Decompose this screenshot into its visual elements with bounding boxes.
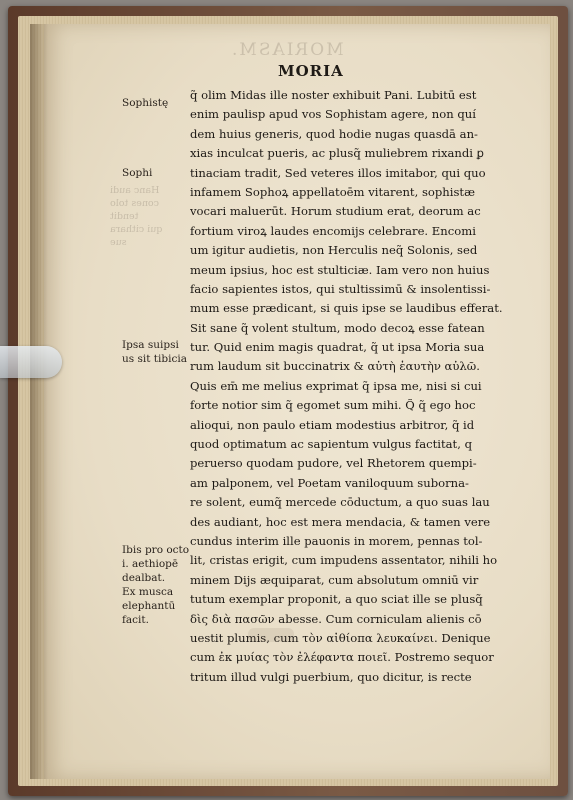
text-line: rum laudum sit buccinatrix & αὐτὴ ἑαυτὴν αὐλῶ. bbox=[190, 359, 480, 374]
text-line: uestit plumis, cum τὸν αἰθίοπα λευκαίνει. Denique bbox=[190, 630, 491, 645]
text-line: tritum illud vulgi puerbium, quo dicitur, is recte bbox=[190, 669, 472, 684]
margin-note: Ipsa suipsi bbox=[122, 339, 179, 351]
page-title: MORIA bbox=[278, 62, 344, 80]
text-line: meum ipsius, hoc est stulticiæ. Iam vero non huius bbox=[190, 262, 490, 277]
margin-note: i. aethiopē bbox=[122, 558, 179, 570]
spine-shadow bbox=[30, 24, 48, 779]
margin-note: us sit tibicia bbox=[122, 353, 187, 365]
show-through-note: tendit bbox=[110, 211, 139, 222]
body-text bbox=[190, 86, 515, 687]
text-line: um igitur audietis, non Herculis neq̃ Solonis, sed bbox=[190, 243, 478, 258]
text-line: infamem Sophoꝝ appellatoēm vitarent, sophistæ bbox=[190, 184, 475, 199]
text-line: q̃ olim Midas ille noster exhibuit Pani. Lubitū est bbox=[190, 88, 477, 102]
show-through-note: Hanc audi bbox=[110, 185, 160, 196]
text-line: dem huius generis, quod hodie nugas quasdā an- bbox=[190, 126, 478, 141]
text-line: lit, cristas erigit, cum impudens assentator, nihili ho bbox=[190, 553, 498, 568]
text-line: alioqui, non paulo etiam modestius arbitror, q̃ id bbox=[190, 417, 475, 432]
text-line: enim paulisp apud vos Sophistam agere, non quí bbox=[190, 107, 476, 122]
margin-note: facit. bbox=[122, 614, 149, 626]
text-line: forte notior sim q̃ egomet sum mihi. Q̃ q̃ ego hoc bbox=[190, 398, 476, 413]
text-line: re solent, eumq̃ mercede cōductum, a quo suas lau bbox=[190, 495, 490, 510]
page-clip bbox=[0, 346, 62, 378]
text-line: xias inculcat pueris, ac plusq̃ muliebrem rixandi ꝑ bbox=[190, 146, 485, 161]
text-line: tinaciam tradit, Sed veteres illos imitabor, qui quo bbox=[190, 165, 486, 180]
show-through-note: sue bbox=[110, 237, 127, 248]
text-line: fortium viroꝝ laudes encomijs celebrare. Encomi bbox=[190, 223, 476, 238]
show-through-title: MORIASM. bbox=[230, 40, 344, 60]
margin-note: dealbat. bbox=[122, 572, 166, 584]
text-line: tutum exemplar proponit, a quo sciat ille se plusq̃ bbox=[190, 592, 483, 607]
text-line: des audiant, hoc est mera mendacia, & tamen vere bbox=[190, 514, 491, 529]
margin-note: elephantū bbox=[122, 600, 176, 612]
text-line: Sit sane q̃ volent stultum, modo decoꝝ esse fatean bbox=[190, 320, 485, 335]
text-line: minem Dijs æquiparat, cum absolutum omniū vir bbox=[190, 572, 479, 587]
margin-note: Ex musca bbox=[122, 586, 174, 598]
show-through-margin bbox=[110, 184, 180, 249]
show-through-note: cones tolo bbox=[110, 198, 159, 209]
paper-stain bbox=[248, 628, 294, 642]
margin-note: Ibis pro octo bbox=[122, 544, 190, 556]
text-line: facio sapientes istos, qui stultissimū & insolentissi- bbox=[190, 281, 491, 296]
text-line: Quis em̄ me melius exprimat q̃ ipsa me, nisi si cui bbox=[190, 378, 482, 393]
show-through-note: qui cithara bbox=[110, 224, 163, 235]
text-line: vocari maluerūt. Horum studium erat, deorum ac bbox=[190, 204, 481, 219]
text-line: quod optimatum ac sapientum vulgus factitat, q bbox=[190, 437, 473, 452]
text-line: mum esse prædicant, si quis ipse se laudibus efferat. bbox=[190, 301, 503, 316]
text-line: peruerso quodam pudore, vel Rhetorem quempi- bbox=[190, 456, 477, 471]
text-line: δὶς διὰ πασῶν abesse. Cum corniculam alienis cō bbox=[190, 611, 482, 626]
margin-note: Sophistę bbox=[122, 97, 169, 109]
text-line: am palponem, vel Poetam vaniloquum suborna- bbox=[190, 475, 469, 490]
margin-note: Sophi bbox=[122, 167, 153, 179]
text-line: tur. Quid enim magis quadrat, q̃ ut ipsa Moria sua bbox=[190, 340, 485, 355]
text-line: cum ἐκ μυίας τὸν ἐλέφαντα ποιεῖ. Postremo sequor bbox=[190, 650, 494, 665]
text-line: cundus interim ille pauonis in morem, pennas tol- bbox=[190, 533, 483, 548]
